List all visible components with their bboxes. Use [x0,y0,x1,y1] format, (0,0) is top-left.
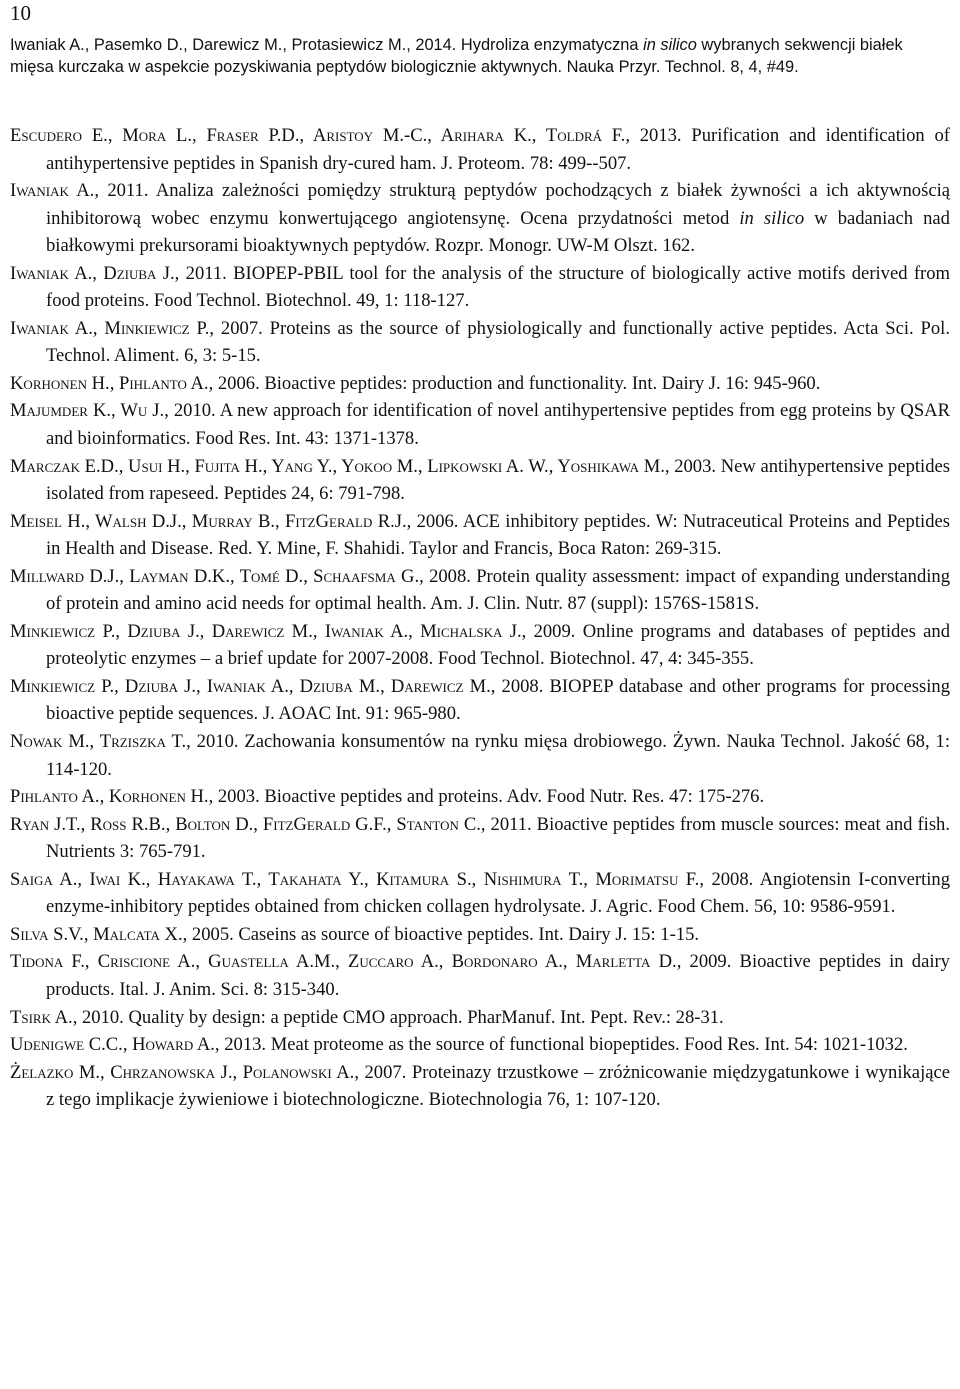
reference-item [10,673,950,728]
reference-text: , 2013. Purification and identification of antihypertensive peptides in Spanish dry-cured ham. J. Proteom. 78: 499--507. [46,125,950,174]
reference-text: , 2007. Proteins as the source of physiologically and functionally active peptides. Acta Sci. Pol. Technol. Aliment. 6, 3: 5-15. [46,317,950,367]
header-title: Hydroliza enzymatyczna [460,36,639,54]
reference-authors: Iwaniak A., Minkiewicz P. [10,317,210,339]
reference-text: , 2010. Quality by design: a peptide CMO approach. PharManuf. Int. Pept. Rev.: 28-31. [72,1006,724,1028]
reference-item [10,397,950,452]
reference-text: , 2006. ACE inhibitory peptides. W: Nutraceutical Proteins and Peptides in Health and Disease. Red. Y. Mine, F. Shahidi. Taylor and Francis, Boca Raton: 269-315. [46,510,950,560]
reference-authors: Meisel H., Walsh D.J., Murray B., FitzGerald R.J. [10,510,407,532]
reference-authors: Nowak M., Trziszka T. [10,731,187,753]
reference-item [10,1059,950,1114]
reference-authors: Ryan J.T., Ross R.B., Bolton D., FitzGerald G.F., Stanton C. [10,813,481,835]
reference-item [10,921,950,949]
reference-text-cont: w badaniach nad białkowymi prekursorami bioaktywnych peptydów. Rozpr. Monogr. UW-M Olszt. 162. [46,207,950,257]
reference-item [10,1031,950,1059]
reference-item [10,866,950,921]
reference-item [10,453,950,508]
reference-text: , 2003. New antihypertensive peptides isolated from rapeseed. Peptides 24, 6: 791-798. [46,455,950,505]
reference-authors: Silva S.V., Malcata X. [10,923,183,945]
reference-text: , 2010. A new approach for identification of novel antihypertensive peptides from egg proteins by QSAR and bioinformatics. Food Res. Int. 43: 1371-1378. [46,400,950,450]
reference-item [10,948,950,1003]
reference-item [10,508,950,563]
reference-authors: Escudero E., Mora L., Fraser P.D., Aristoy M.-C., Arihara K., Toldrá F. [10,125,626,146]
reference-text: , 2008. Angiotensin I-converting enzyme-inhibitory peptides obtained from chicken collagen hydrolysate. J. Agric. Food Chem. 56, 10: 9586-9591. [46,868,950,918]
header-title-italic: in silico [643,36,697,54]
reference-item [10,618,950,673]
reference-authors: Minkiewicz P., Dziuba J., Darewicz M., Iwaniak A., Michalska J. [10,620,522,642]
reference-text: , 2007. Proteinazy trzustkowe – zróżnicowanie międzygatunkowe i wynikające z tego implikacje żywieniowe i biotechnologiczne. Biotechnologia 76, 1: 107-120. [46,1061,950,1111]
reference-authors: Pihlanto A., Korhonen H. [10,786,209,808]
reference-text: , 2008. BIOPEP database and other programs for processing bioactive peptide sequences. J. AOAC Int. 91: 965-980. [46,675,951,725]
reference-item [10,177,950,260]
reference-item [10,783,950,811]
reference-text: , 2011. BIOPEP-PBIL tool for the analysis of the structure of biologically active motifs derived from food proteins. Food Technol. Biotechnol. 49, 1: 118-127. [46,262,951,312]
header-title-rest: wybranych sekwencji białek mięsa kurczaka w aspekcie pozyskiwania peptydów biologicznie aktywnych. Nauka Przyr. Technol. 8, 4, #49. [10,36,903,76]
reference-item [10,563,950,618]
reference-item [10,728,950,783]
reference-authors: Iwaniak A. [10,180,95,202]
reference-item [10,122,950,177]
reference-authors: Iwaniak A., Dziuba J. [10,262,175,284]
reference-text: , 2005. Caseins as source of bioactive peptides. Int. Dairy J. 15: 1-15. [182,923,700,945]
reference-text: , 2009. Bioactive peptides in dairy products. Ital. J. Anim. Sci. 8: 315-340. [46,951,950,1000]
reference-authors: Majumder K., Wu J. [10,400,165,422]
reference-text: , 2008. Protein quality assessment: impact of expanding understanding of protein and amino acid needs for optimal health. Am. J. Clin. Nutr. 87 (suppl): 1576S-1581S. [46,565,951,615]
reference-authors: Tsirk A. [10,1006,73,1028]
reference-item [10,315,950,370]
header-authors: Iwaniak A., Pasemko D., Darewicz M., Protasiewicz M., 2014. [10,36,457,54]
reference-authors: Saiga A., Iwai K., Hayakawa T., Takahata Y., Kitamura S., Nishimura T., Morimatsu F. [10,868,700,890]
reference-item [10,370,950,398]
reference-item [10,260,950,315]
reference-authors: Żelazko M., Chrzanowska J., Polanowski A. [10,1061,355,1083]
reference-text: , 2006. Bioactive peptides: production and functionality. Int. Dairy J. 16: 945-960. [208,372,821,394]
reference-text: , 2010. Zachowania konsumentów na rynku mięsa drobiowego. Żywn. Nauka Technol. Jakość 68, 1: 114-120. [46,731,950,780]
reference-text: , 2003. Bioactive peptides and proteins. Adv. Food Nutr. Res. 47: 175-276. [208,786,765,808]
reference-text: , 2013. Meat proteome as the source of functional biopeptides. Food Res. Int. 54: 1021-1032. [214,1034,908,1056]
page-number: 10 [10,1,31,25]
reference-text: , 2011. Bioactive peptides from muscle sources: meat and fish. Nutrients 3: 765-791. [46,813,950,863]
reference-item [10,811,950,866]
reference-authors: Tidona F., Criscione A., Guastella A.M., Zuccaro A., Bordonaro A., Marletta D. [10,951,677,973]
reference-authors: Millward D.J., Layman D.K., Tomé D., Schaafsma G. [10,565,420,587]
reference-text: , 2009. Online programs and databases of peptides and proteolytic enzymes – a brief update for 2007-2008. Food Technol. Biotechnol. 47, 4: 345-355. [46,620,950,670]
reference-italic: in silico [739,207,805,229]
reference-list [10,122,950,1114]
reference-authors: Minkiewicz P., Dziuba J., Iwaniak A., Dziuba M., Darewicz M. [10,675,491,697]
reference-authors: Korhonen H., Pihlanto A. [10,372,209,394]
reference-text: , 2011. Analiza zależności pomiędzy strukturą peptydów pochodzących z białek żywności a ich aktywnością inhibitorową wobec enzymu konwertującego angiotensynę. Ocena przydatności metod [46,180,950,229]
reference-authors: Udenigwe C.C., Howard A. [10,1034,215,1056]
reference-item [10,1004,950,1032]
citation-header [10,34,950,78]
reference-authors: Marczak E.D., Usui H., Fujita H., Yang Y., Yokoo M., Lipkowski A. W., Yoshikawa M. [10,455,665,477]
